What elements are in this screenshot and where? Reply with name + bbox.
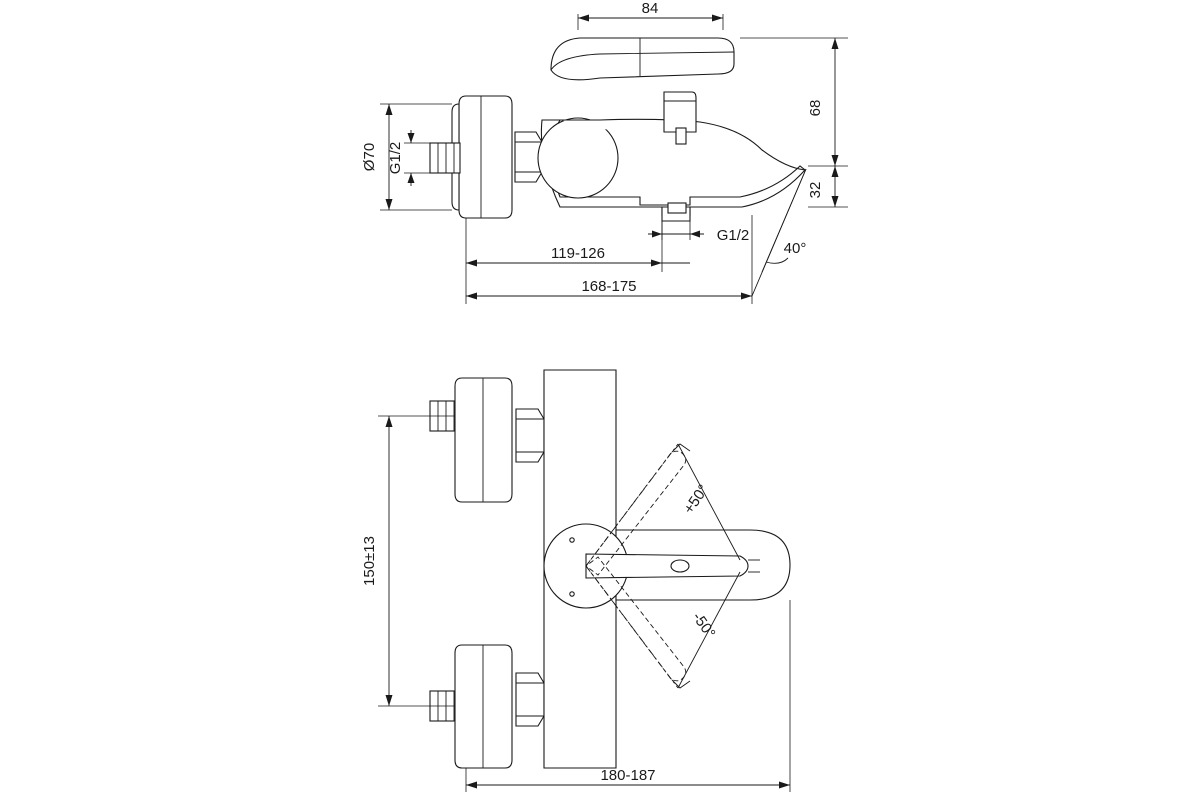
dimension-inlet-thread-bottom <box>648 221 749 244</box>
dimension-label-minus50: -50° <box>688 609 719 642</box>
dimension-label-168-175: 168-175 <box>581 278 637 295</box>
wall-flange-bottom-front <box>430 645 544 768</box>
dimension-label-40deg: 40° <box>783 240 807 257</box>
side-elevation-view <box>361 0 848 304</box>
dimension-label-diameter70: Ø70 <box>361 142 378 172</box>
dimension-label-g12-left: G1/2 <box>387 141 404 175</box>
dimension-label-68: 68 <box>807 99 824 117</box>
dimension-label-plus50: +50° <box>680 481 713 518</box>
wall-flange-side <box>452 96 512 218</box>
mixer-body-side <box>538 38 805 221</box>
dimension-label-150: 150±13 <box>361 536 378 586</box>
dimension-label-180-187: 180-187 <box>600 767 656 784</box>
dimension-180-187 <box>466 600 790 792</box>
dimension-32 <box>807 166 848 207</box>
dimension-label-g12-bottom: G1/2 <box>716 227 750 244</box>
dimension-inlet-thread-left <box>387 130 430 186</box>
mixer-body-front <box>544 370 790 768</box>
dimension-84 <box>578 0 723 30</box>
front-elevation-view <box>361 370 790 792</box>
dimension-label-32: 32 <box>807 181 824 199</box>
dimension-119-126 <box>466 218 690 272</box>
dimension-label-119-126: 119-126 <box>551 245 605 262</box>
dimension-label-84: 84 <box>641 0 659 17</box>
inlet-nipple-side <box>430 143 460 173</box>
dimension-150 <box>361 416 455 706</box>
dimension-168-175 <box>466 215 752 304</box>
wall-flange-top-front <box>430 378 544 502</box>
